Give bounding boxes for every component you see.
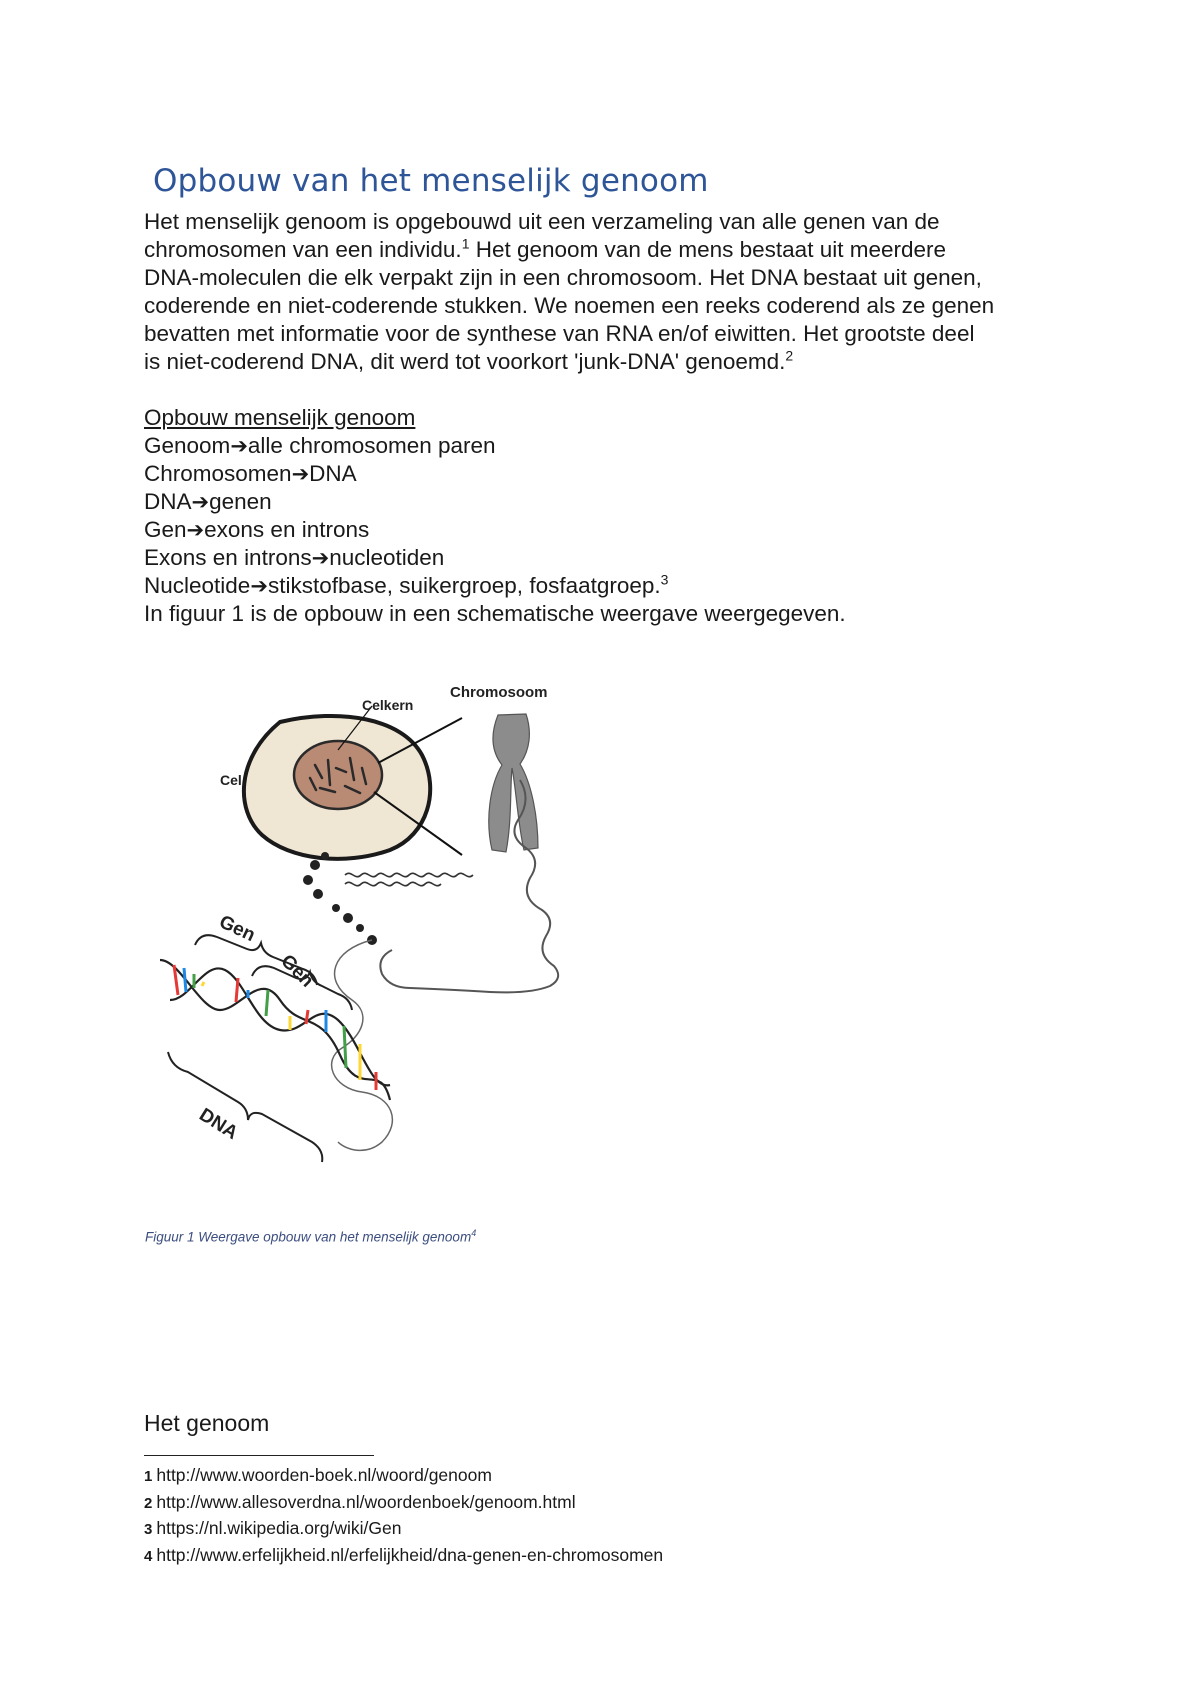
intro-line: bevatten met informatie voor de synthese van RNA en/of eiwitten. Het grootste deel (144, 321, 975, 346)
arrow-right-icon: ➔ (250, 574, 268, 598)
footnotes (144, 1463, 663, 1569)
label-gen: Gen (215, 911, 259, 947)
label-celkern: Celkern (362, 697, 414, 713)
structure-closing: In figuur 1 is de opbouw in een schematische weergave weergegeven. (144, 601, 846, 626)
page-title: Opbouw van het menselijk genoom (153, 163, 709, 199)
arrow-right-icon: ➔ (311, 546, 330, 570)
intro-line: DNA-moleculen die elk verpakt zijn in een chromosoom. Het DNA bestaat uit genen, (144, 265, 982, 290)
structure-row: Genoom➔alle chromosomen paren (144, 433, 496, 458)
intro-line: is niet-coderend DNA, dit werd tot voorkort 'junk-DNA' genoemd. (144, 349, 786, 374)
footnote: 4 http://www.erfelijkheid.nl/erfelijkheid/dna-genen-en-chromosomen (144, 1544, 664, 1565)
footnote: 2 http://www.allesoverdna.nl/woordenboek/genoom.html (144, 1491, 576, 1512)
footnote-separator (144, 1455, 374, 1456)
footnote-link[interactable]: http://www.allesoverdna.nl/woordenboek/genoom.html (156, 1491, 576, 1512)
footnote-ref[interactable]: 4 (471, 1228, 477, 1238)
intro-line: chromosomen van een individu. (144, 237, 462, 262)
footnote-ref[interactable]: 3 (660, 571, 669, 588)
arrow-right-icon: ➔ (191, 490, 210, 514)
arrow-right-icon: ➔ (230, 434, 248, 458)
intro-paragraph (144, 208, 1084, 376)
footnote-ref[interactable]: 1 (461, 235, 470, 252)
arrow-right-icon: ➔ (186, 518, 205, 542)
footnote-link[interactable]: http://www.woorden-boek.nl/woord/genoom (156, 1465, 492, 1485)
structure-row: Chromosomen➔DNA (144, 461, 357, 486)
footnote-ref[interactable]: 2 (785, 347, 794, 364)
genome-figure (140, 660, 590, 1200)
label-chromosoom: Chromosoom (450, 684, 548, 701)
structure-row: Exons en introns➔nucleotiden (144, 545, 445, 570)
genome-structure-list (144, 404, 846, 628)
nucleus-illustration (294, 741, 382, 809)
label-dna: DNA (195, 1104, 242, 1145)
footnote: 1 http://www.woorden-boek.nl/woord/genoom (144, 1465, 492, 1485)
intro-line: coderende en niet-coderende stukken. We noemen een reeks coderend als ze genen (144, 293, 995, 318)
intro-line: Het menselijk genoom is opgebouwd uit een verzameling van alle genen van de (144, 209, 940, 234)
footnote-link[interactable]: http://www.erfelijkheid.nl/erfelijkheid/dna-genen-en-chromosomen (156, 1544, 664, 1565)
chromatin-coil (345, 873, 473, 885)
section-heading: Het genoom (144, 1410, 270, 1436)
structure-row: Gen➔exons en introns (144, 517, 370, 542)
dna-brace (168, 1052, 322, 1162)
dna-helix (160, 960, 390, 1100)
footnote-link[interactable]: https://nl.wikipedia.org/wiki/Gen (156, 1518, 402, 1538)
nucleosome-beads (303, 852, 377, 945)
figure-caption: Figuur 1 Weergave opbouw van het menselijk genoom$^4$ (145, 1228, 477, 1245)
label-cel: Cel (220, 772, 242, 788)
label-gen: Gen (276, 950, 318, 992)
footnote: 3 https://nl.wikipedia.org/wiki/Gen (144, 1518, 402, 1538)
intro-line: Het genoom van de mens bestaat uit meerdere (469, 237, 947, 262)
structure-row: DNA➔genen (144, 489, 272, 514)
dna-loop (332, 940, 393, 1150)
arrow-right-icon: ➔ (291, 462, 310, 486)
structure-row: Nucleotide➔stikstofbase, suikergroep, fosfaatgroep.$^3$ (144, 571, 669, 598)
structure-heading: Opbouw menselijk genoom (144, 405, 416, 430)
